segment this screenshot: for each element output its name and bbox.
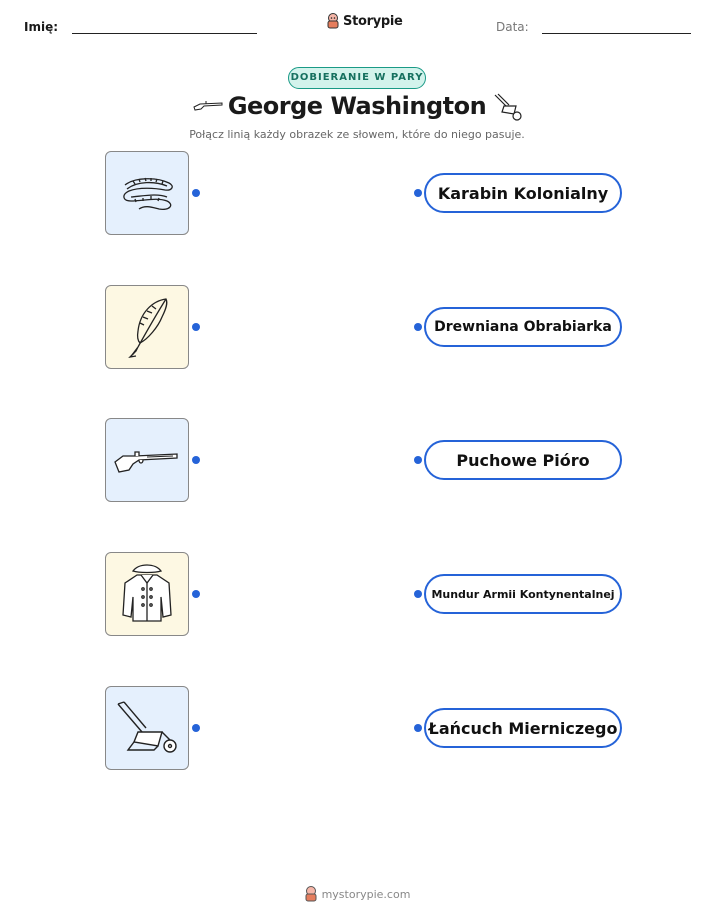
word-box-1[interactable]: Karabin Kolonialny: [424, 173, 622, 213]
quill-pen-icon: [122, 295, 172, 359]
word-box-5[interactable]: Łańcuch Mierniczego: [424, 708, 622, 748]
word-box-3[interactable]: Puchowe Pióro: [424, 440, 622, 480]
plow-icon: [114, 698, 180, 758]
name-input-line[interactable]: [72, 33, 257, 34]
word-box-2[interactable]: Drewniana Obrabiarka: [424, 307, 622, 347]
picture-dot-5[interactable]: [192, 724, 200, 732]
brand-name: Storypie: [343, 13, 403, 29]
word-dot-2[interactable]: [414, 323, 422, 331]
word-dot-3[interactable]: [414, 456, 422, 464]
storypie-mascot-icon: [326, 13, 340, 29]
picture-card-4[interactable]: [105, 552, 189, 636]
picture-dot-4[interactable]: [192, 590, 200, 598]
storypie-mascot-icon: [304, 886, 318, 902]
plow-icon: [492, 92, 524, 122]
page-title: George Washington: [227, 92, 487, 120]
word-dot-4[interactable]: [414, 590, 422, 598]
name-label: Imię:: [24, 20, 59, 34]
picture-dot-2[interactable]: [192, 323, 200, 331]
surveyor-chain-icon: [117, 171, 177, 215]
picture-card-3[interactable]: [105, 418, 189, 502]
musket-icon: [113, 446, 181, 474]
continental-uniform-icon: [119, 561, 175, 627]
word-dot-1[interactable]: [414, 189, 422, 197]
footer: [0, 886, 714, 902]
picture-dot-1[interactable]: [192, 189, 200, 197]
picture-card-1[interactable]: [105, 151, 189, 235]
activity-badge: DOBIERANIE W PARY: [288, 67, 426, 89]
instructions: Połącz linią każdy obrazek ze słowem, które do niego pasuje.: [189, 128, 525, 141]
date-input-line[interactable]: [542, 33, 691, 34]
picture-card-2[interactable]: [105, 285, 189, 369]
date-label: Data:: [496, 20, 529, 34]
word-box-4[interactable]: Mundur Armii Kontynentalnej: [424, 574, 622, 614]
footer-url[interactable]: mystorypie.com: [321, 887, 411, 901]
picture-dot-3[interactable]: [192, 456, 200, 464]
title-row: [0, 92, 714, 128]
picture-card-5[interactable]: [105, 686, 189, 770]
brand-logo: [326, 13, 403, 29]
word-dot-5[interactable]: [414, 724, 422, 732]
